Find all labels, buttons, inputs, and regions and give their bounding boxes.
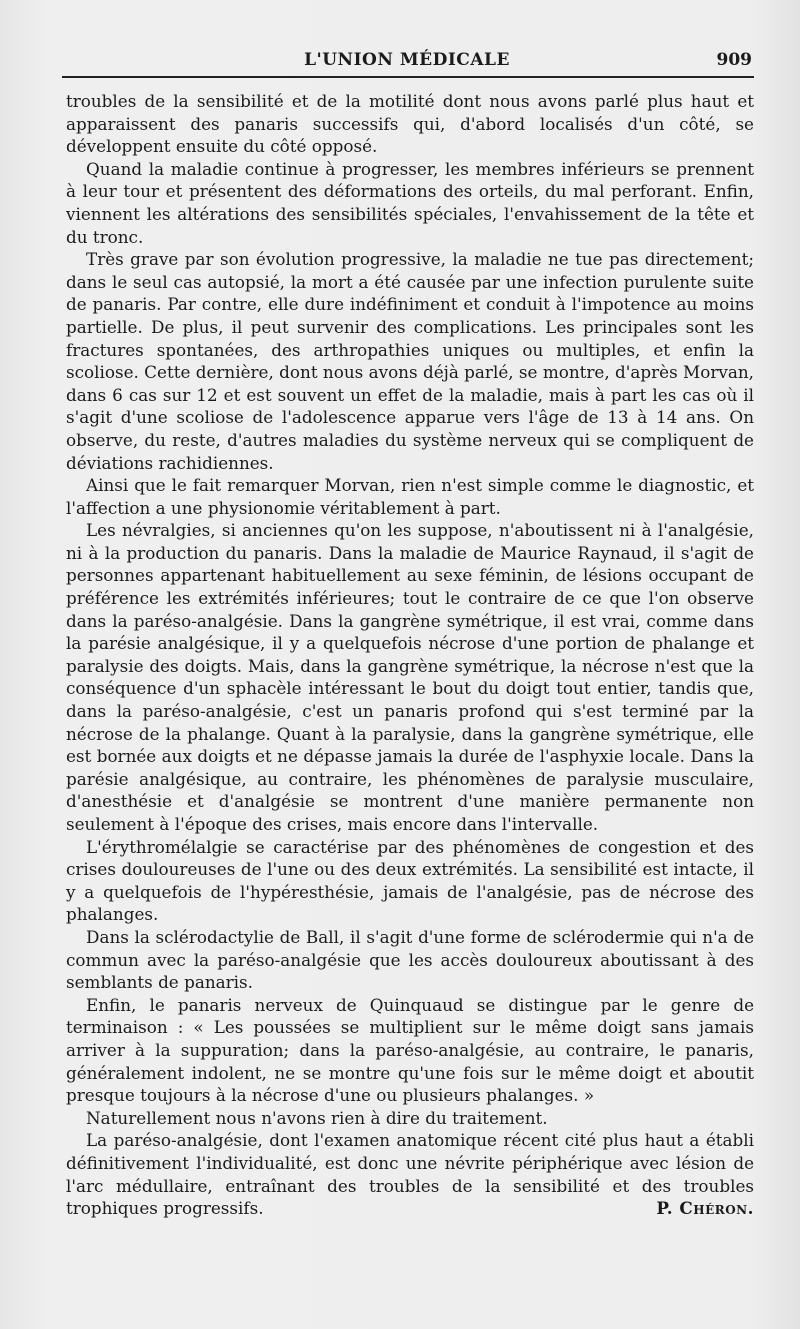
- paragraph-4: Ainsi que le fait remarquer Morvan, rien n'est simple comme le diagnostic, et l'affection a une physionomie véritablement à part.: [66, 475, 754, 518]
- page-number: 909: [716, 50, 752, 70]
- paragraph-9: Naturellement nous n'avons rien à dire du traitement.: [86, 1107, 548, 1128]
- paragraph-3: Très grave par son évolution progressive, la maladie ne tue pas directement; dans le seul cas autopsié, la mort a été causée par une infection purulente suite de panaris. Par contre, elle dure indéfiniment et conduit à l'impotence au moins partielle. De plus, il peut survenir des complications. Les principales sont les fractures spontanées, des arthropathies uniques ou multiples, et enfin la scoliose. Cette dernière, dont nous avons déjà parlé, se montre, d'après Morvan, dans 6 cas sur 12 et est souvent un effet de la maladie, mais à part les cas où il s'agit d'une scoliose de l'adolescence apparue vers l'âge de 13 à 14 ans. On observe, du reste, d'autres maladies du système nerveux qui se compliquent de déviations rachidiennes.: [66, 249, 754, 473]
- author-signature: P. Chéron.: [656, 1198, 754, 1219]
- running-title: L'UNION MÉDICALE: [304, 50, 510, 70]
- paragraph-10: [66, 1129, 754, 1219]
- paragraph-7: Dans la sclérodactylie de Ball, il s'agit d'une forme de sclérodermie qui n'a de commun avec la paréso-analgésie que les accès douloureux aboutissant à des semblants de panaris.: [66, 926, 754, 993]
- article-body: [66, 90, 754, 1220]
- paragraph-2: Quand la maladie continue à progresser, les membres inférieurs se prennent à leur tour et présentent des déformations des orteils, du mal perforant. Enfin, viennent les altérations des sensibilités spéciales, l'envahissement de la tête et du tronc.: [66, 158, 754, 247]
- header-rule: [62, 76, 754, 78]
- paragraph-8: Enfin, le panaris nerveux de Quinquaud se distingue par le genre de terminaison : « Les poussées se multiplient sur le même doigt sans jamais arriver à la suppuration; dans la paréso-analgésie, au contraire, le panaris, généralement indolent, ne se montre qu'une fois sur le même doigt et aboutit presque toujours à la nécrose d'une ou plusieurs phalanges. »: [66, 994, 754, 1106]
- final-paragraph-text: La paréso-analgésie, dont l'examen anatomique récent cité plus haut a établi définitivement l'individualité, est donc une névrite périphérique avec lésion de l'arc médullaire, entraînant des troubles de la sensibilité et des troubles trophiques progressifs.: [66, 1130, 754, 1219]
- page-header: [62, 46, 752, 76]
- paragraph-6: L'érythromélalgie se caractérise par des phénomènes de congestion et des crises douloureuses de l'une ou des deux extrémités. La sensibilité est intacte, il y a quelquefois de l'hypéresthésie, jamais de l'analgésie, pas de nécrose des phalanges.: [66, 836, 754, 925]
- paragraph-5: Les névralgies, si anciennes qu'on les suppose, n'aboutissent ni à l'analgésie, ni à la production du panaris. Dans la maladie de Maurice Raynaud, il s'agit de personnes appartenant habituellement au sexe féminin, de lésions occupant de préférence les extrémités inférieures; tout le contraire de ce que l'on observe dans la paréso-analgésie. Dans la gangrène symétrique, il est vrai, comme dans la parésie analgésique, il y a quelquefois nécrose d'une portion de phalange et paralysie des doigts. Mais, dans la gangrène symétrique, la nécrose n'est que la conséquence d'un sphacèle intéressant le bout du doigt tout entier, tandis que, dans la paréso-analgésie, c'est un panaris profond qui s'est terminé par la nécrose de la phalange. Quant à la paralysie, dans la gangrène symétrique, elle est bornée aux doigts et ne dépasse jamais la durée de l'asphyxie locale. Dans la parésie analgésique, au contraire, les phénomènes de paralysie musculaire, d'anesthésie et d'analgésie se montrent d'une manière permanente non seulement à l'époque des crises, mais encore dans l'intervalle.: [66, 520, 754, 834]
- paragraph-1: troubles de la sensibilité et de la motilité dont nous avons parlé plus haut et apparaissent des panaris successifs qui, d'abord localisés d'un côté, se développent ensuite du côté opposé.: [66, 91, 754, 157]
